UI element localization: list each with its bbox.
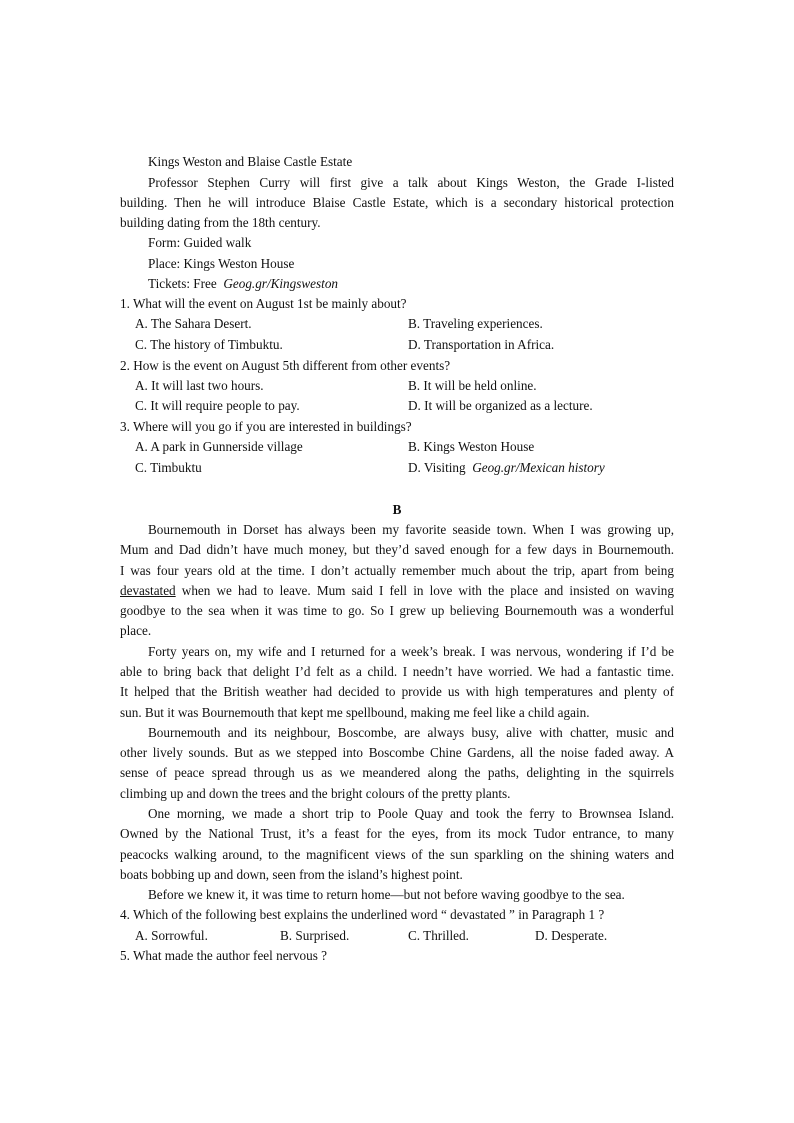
- paragraph-line: Bournemouth and its neighbour, Boscombe, are always busy, alive with chatter, music and: [148, 725, 674, 740]
- event-description-line: building. Then he will introduce Blaise Castle Estate, which is a secondary historical protection: [120, 195, 674, 210]
- paragraph-line-rest: when we had to leave. Mum said I fell in love with the place and insisted on waving: [175, 583, 674, 598]
- paragraph-line: climbing up and down the trees and the bright colours of the pretty plants.: [120, 786, 511, 801]
- question-2-option-c: C. It will require people to pay.: [135, 398, 300, 413]
- paragraph-line: sun. But it was Bournemouth that kept me spellbound, making me feel like a child again.: [120, 705, 590, 720]
- paragraph-line: Before we knew it, it was time to return home—but not before waving goodbye to the sea.: [148, 887, 625, 902]
- question-2-option-d: D. It will be organized as a lecture.: [408, 398, 593, 413]
- event-description-line: building dating from the 18th century.: [120, 215, 321, 230]
- option-d-text: D. Visiting: [408, 460, 466, 475]
- paragraph-line: other lively sounds. But as we stepped into Boscombe Chine Gardens, all the noise faded away. A: [120, 745, 674, 760]
- question-1-option-b: B. Traveling experiences.: [408, 316, 543, 331]
- paragraph-line: sense of peace spread through us as we meandered along the paths, delighting in the squirrels: [120, 765, 674, 780]
- paragraph-line: able to bring back that delight I’d felt as a child. I needn’t have worried. We had a fantastic time.: [120, 664, 674, 679]
- section-b-heading: B: [392, 502, 402, 517]
- question-4-option-a: A. Sorrowful.: [135, 928, 208, 943]
- event-form: Form: Guided walk: [148, 235, 252, 250]
- paragraph-line: Bournemouth in Dorset has always been my favorite seaside town. When I was growing up,: [148, 522, 674, 537]
- paragraph-line: [120, 581, 674, 601]
- paragraph-line: Mum and Dad didn’t have much money, but they’d saved enough for a few days in Bournemouth.: [120, 542, 674, 557]
- question-3-option-c: C. Timbuktu: [135, 460, 202, 475]
- question-1: 1. What will the event on August 1st be mainly about?: [120, 296, 407, 311]
- event-title: Kings Weston and Blaise Castle Estate: [148, 154, 353, 169]
- event-description-line: Professor Stephen Curry will first give a talk about Kings Weston, the Grade I-listed: [148, 175, 674, 190]
- question-4-option-c: C. Thrilled.: [408, 928, 469, 943]
- paragraph-line: Forty years on, my wife and I returned for a week’s break. I was nervous, wondering if I’d be: [148, 644, 674, 659]
- paragraph-line: peacocks walking around, to the magnificent views of the sun sparkling on the shining waters and: [120, 847, 674, 862]
- question-4: 4. Which of the following best explains the underlined word “ devastated ” in Paragraph 1 ?: [120, 907, 605, 922]
- paragraph-line: goodbye to the sea when it was time to go. So I grew up believing Bournemouth was a wonderful: [120, 603, 674, 618]
- tickets-label: Tickets: Free: [148, 276, 217, 291]
- paragraph-line: It helped that the British weather had decided to provide us with high temperatures and plenty of: [120, 684, 674, 699]
- paragraph-line: I was four years old at the time. I don’t actually remember much about the trip, apart from being: [120, 563, 674, 578]
- paragraph-line: place.: [120, 623, 152, 638]
- question-1-option-a: A. The Sahara Desert.: [135, 316, 252, 331]
- question-3-option-b: B. Kings Weston House: [408, 439, 535, 454]
- paragraph-line: Owned by the National Trust, it’s a feast for the eyes, from its mock Tudor entrance, to many: [120, 826, 674, 841]
- question-3: 3. Where will you go if you are interested in buildings?: [120, 419, 412, 434]
- question-3-option-a: A. A park in Gunnerside village: [135, 439, 303, 454]
- event-place: Place: Kings Weston House: [148, 256, 295, 271]
- question-1-option-d: D. Transportation in Africa.: [408, 337, 555, 352]
- question-3-option-d: [408, 458, 605, 478]
- question-1-option-c: C. The history of Timbuktu.: [135, 337, 283, 352]
- question-4-option-b: B. Surprised.: [280, 928, 350, 943]
- question-2: 2. How is the event on August 5th different from other events?: [120, 358, 451, 373]
- paragraph-line: boats bobbing up and down, seen from the island’s highest point.: [120, 867, 463, 882]
- question-4-option-d: D. Desperate.: [535, 928, 608, 943]
- underlined-word: devastated: [120, 583, 176, 598]
- question-5: 5. What made the author feel nervous ?: [120, 948, 328, 963]
- question-2-option-a: A. It will last two hours.: [135, 378, 264, 393]
- event-tickets: [148, 274, 674, 294]
- tickets-link: Geog.gr/Kingsweston: [223, 276, 339, 291]
- paragraph-line: One morning, we made a short trip to Poole Quay and took the ferry to Brownsea Island.: [148, 806, 674, 821]
- option-d-link: Geog.gr/Mexican history: [472, 460, 605, 475]
- question-2-option-b: B. It will be held online.: [408, 378, 537, 393]
